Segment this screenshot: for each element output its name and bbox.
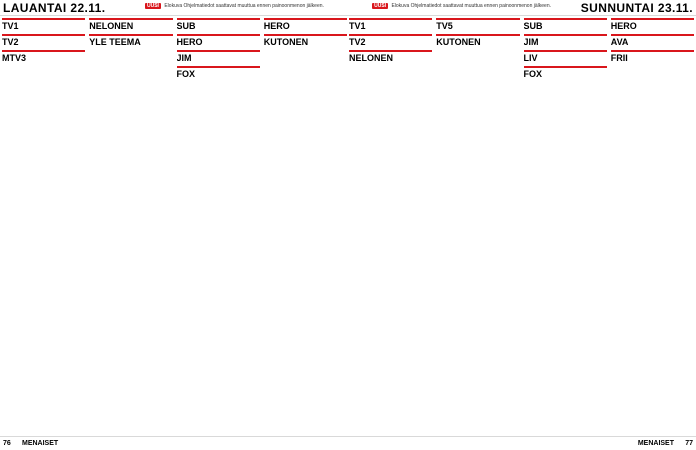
channel-block [436,18,519,32]
channel-name: KUTONEN [264,34,347,48]
page-footer [0,436,696,450]
channel-block [2,34,85,48]
channel-name: FOX [524,66,607,80]
channel-name: SUB [177,18,260,32]
channel-block [2,50,85,64]
listing-column [89,18,172,432]
listing-column [264,18,347,432]
channel-name: HERO [264,18,347,32]
channel-name: JIM [524,34,607,48]
listing-column [349,18,432,432]
listing-column [436,18,519,432]
listing-column [177,18,260,432]
channel-block [349,34,432,48]
channel-name: FRII [611,50,694,64]
channel-name: TV5 [436,18,519,32]
listings-area [2,18,694,432]
channel-block [611,18,694,32]
channel-name: LIV [524,50,607,64]
channel-block [524,50,607,64]
channel-name: SUB [524,18,607,32]
channel-name: HERO [177,34,260,48]
channel-block [611,34,694,48]
channel-name: KUTONEN [436,34,519,48]
right-note-text: Elokuva Ohjelmatiedot saattavat muuttua ennen painoonmenon jälkeen. [391,3,551,9]
listing-column [611,18,694,432]
channel-block [177,34,260,48]
left-page-number: 76 [3,440,11,447]
channel-block [524,34,607,48]
channel-name: MTV3 [2,50,85,64]
channel-block [436,34,519,48]
right-note [372,3,551,9]
right-page-number: 77 [685,440,693,447]
channel-block [524,66,607,80]
channel-block [89,34,172,48]
left-magazine-name: MENAISET [22,440,59,447]
new-badge: UUSI [147,3,159,9]
left-day-title: LAUANTAI 22.11. [3,1,106,15]
channel-name: TV2 [349,34,432,48]
right-magazine-name: MENAISET [637,440,674,447]
channel-name: AVA [611,34,694,48]
channel-name: HERO [611,18,694,32]
listing-column [524,18,607,432]
channel-name: NELONEN [349,50,432,64]
channel-block [177,50,260,64]
left-note-text: Elokuva Ohjelmatiedot saattavat muuttua ennen painoonmenon jälkeen. [164,3,324,9]
channel-name: NELONEN [89,18,172,32]
channel-block [177,66,260,80]
left-note [145,3,324,9]
channel-name: TV1 [349,18,432,32]
channel-block [611,50,694,64]
right-day-title: SUNNUNTAI 23.11. [580,1,693,15]
channel-block [264,34,347,48]
channel-name: YLE TEEMA [89,34,172,48]
sunday-listings [349,18,694,432]
top-bar [0,0,696,16]
channel-block [2,18,85,32]
new-badge: UUSI [374,3,387,9]
channel-name: FOX [177,66,260,80]
channel-block [264,18,347,32]
channel-name: JIM [177,50,260,64]
channel-block [524,18,607,32]
channel-block [349,18,432,32]
channel-block [349,50,432,64]
channel-block [177,18,260,32]
channel-block [89,18,172,32]
channel-name: TV1 [2,18,85,32]
channel-name: TV2 [2,34,85,48]
saturday-listings [2,18,347,432]
listing-column [2,18,85,432]
